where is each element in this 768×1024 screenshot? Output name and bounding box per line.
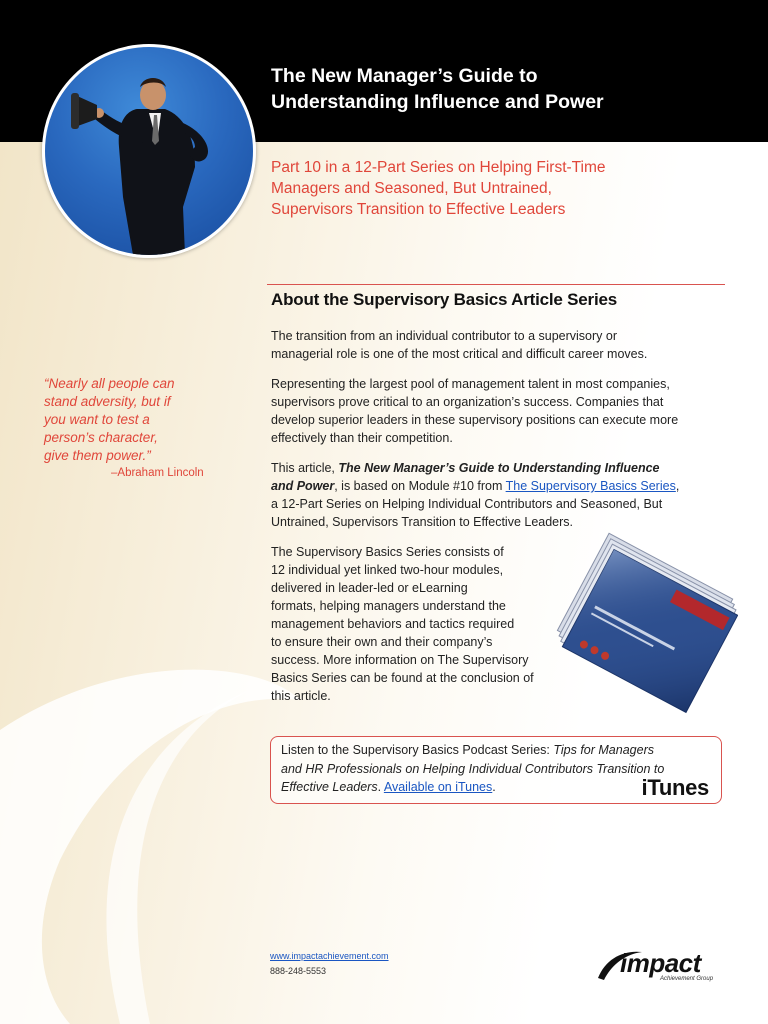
title-line-1: The New Manager’s Guide to [271,65,538,87]
p4-line-7: success. More information on The Supervisory [271,653,529,667]
management-talent-paragraph [271,375,726,447]
section-heading: About the Supervisory Basics Article Series [271,290,618,309]
supervisory-basics-series-link[interactable]: The Supervisory Basics Series [505,479,676,493]
article-title-emphasis-1: The New Manager’s Guide to Understanding Influence [338,461,660,475]
quote-line-3: you want to test a [44,412,150,427]
available-on-itunes-link[interactable]: Available on iTunes [383,780,493,794]
p3-line-4: Untrained, Supervisors Transition to Effective Leaders. [271,515,574,529]
article-source-paragraph [271,459,726,531]
p2-line-2: supervisors prove critical to an organization’s success. Companies that [271,395,664,409]
series-subtitle [271,157,711,220]
p1-line-2: managerial role is one of the most critical and difficult career moves. [271,347,648,361]
quote-line-4: person’s character, [44,430,158,445]
p3-line-3: a 12-Part Series on Helping Individual Contributors and Seasoned, But [271,497,663,511]
p4-line-3: delivered in leader-led or eLearning [271,581,468,595]
businessman-with-megaphone-photo [42,44,256,258]
podcast-title-part-3: Effective Leaders [281,780,378,794]
impact-logo-tagline: Achievement Group [660,976,714,982]
podcast-end: . [492,780,496,794]
article-title-emphasis-2: and Power [271,479,335,493]
p4-line-4: formats, helping managers understand the [271,599,506,613]
p4-line-8: Basics Series can be found at the conclusion of [271,671,534,685]
lincoln-quote [44,375,244,465]
subtitle-line-3: Supervisors Transition to Effective Leaders [271,201,566,218]
p4-line-9: this article. [271,689,331,703]
podcast-title-part-1: Tips for Managers [553,743,654,757]
businessman-illustration [45,47,253,255]
p4-line-2: 12 individual yet linked two-hour modules, [271,563,504,577]
podcast-intro: Listen to the Supervisory Basics Podcast Series: [281,743,554,757]
p2-line-1: Representing the largest pool of management talent in most companies, [271,377,670,391]
section-divider [267,284,725,285]
p4-line-1: The Supervisory Basics Series consists of [271,545,504,559]
p3-mid: , is based on Module #10 from [334,479,506,493]
quote-line-1: “Nearly all people can [44,376,175,391]
p3-prefix: This article, [271,461,339,475]
training-manuals-stack-image [548,530,738,720]
podcast-callout [270,736,722,804]
podcast-line-1 [281,741,721,760]
subtitle-line-2: Managers and Seasoned, But Untrained, [271,180,552,197]
title-line-2: Understanding Influence and Power [271,91,604,113]
footer-phone: 888-248-5553 [270,966,327,976]
p3-line-2 [271,477,726,495]
quote-author: –Abraham Lincoln [111,467,204,479]
podcast-title-part-2: and HR Professionals on Helping Individual Contributors Transition to [281,761,665,776]
podcast-separator: . [377,780,384,794]
p4-line-6: to ensure their own and their company’s [271,635,493,649]
p2-line-4: effectively than their competition. [271,431,453,445]
footer-website-link[interactable]: www.impactachievement.com [270,951,389,961]
p3-line-1 [271,459,726,477]
itunes-logo[interactable]: iTunes [641,775,709,800]
quote-line-2: stand adversity, but if [44,394,171,409]
subtitle-line-1: Part 10 in a 12-Part Series on Helping First-Time [271,159,606,176]
page-title [271,63,751,115]
p4-line-5: management behaviors and tactics required [271,617,515,631]
p3-after-link: , [675,479,680,493]
p2-line-3: develop superior leaders in these supervisory positions can execute more [271,413,679,427]
quote-line-5: give them power.” [44,448,151,463]
impact-logo-wordmark: impact [620,948,701,978]
intro-paragraph [271,327,726,363]
p1-line-1: The transition from an individual contributor to a supervisory or [271,329,617,343]
